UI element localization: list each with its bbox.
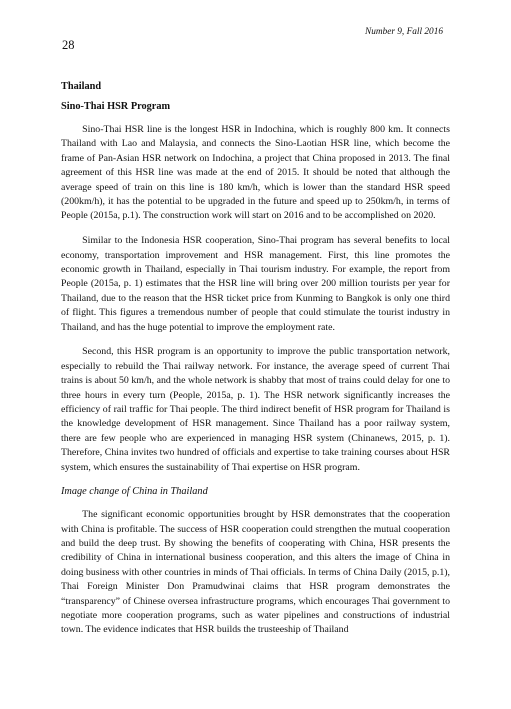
section-title: Thailand — [61, 81, 102, 92]
subsection-title: Sino-Thai HSR Program — [61, 101, 171, 112]
paragraph: Second, this HSR program is an opportunity to improve the public transportation network, especially to rebuild the Thai railway network. For instance, the average speed of current Thai trains is about 50 km/h, and the whole network is shabby that most of trains could delay for one to three hours in every turn (People, 2015a, p. 1). The HSR network significantly increases the efficiency of rail traffic for Thai people. The third indirect benefit of HSR program for Thailand is the knowledge development of HSR management. Since Thailand has a poor railway system, there are few people who are experienced in managing HSR system (Chinanews, 2015, p. 1). Therefore, China invites two hundred of officials and expertise to take training courses about HSR system, which ensures the sustainability of Thai expertise on HSR program. — [61, 346, 450, 473]
paragraph: The significant economic opportunities brought by HSR demonstrates that the cooperation with China is profitable. The success of HSR cooperation could strengthen the mutual cooperation and build the deep trust. By showing the benefits of cooperating with China, HSR presents the credibility of China in international business cooperation, and this alters the image of China in doing business with other countries in minds of Thai officials. In terms of China Daily (2015, p.1), Thai Foreign Minister Don Pramudwinai claims that HSR program demonstrates the “transparency” of Chinese oversea infrastructure programs, which encourages Thai government to negotiate more cooperation programs, such as water pipelines and constructions of industrial town. The evidence indicates that HSR builds the trusteeship of Thailand — [61, 509, 450, 636]
paragraph: Similar to the Indonesia HSR cooperation, Sino-Thai program has several benefits to local economy, transportation improvement and HSR management. First, this line promotes the economic growth in Thailand, especially in Thai tourism industry. For example, the report from People (2015a, p. 1) estimates that the HSR line will bring over 200 million tourists per year for Thailand, due to the reason that the HSR ticket price from Kunming to Bangkok is only one third of flight. This figures a tremendous number of people that could stimulate the tourist industry in Thailand, and has the huge potential to improve the employment rate. — [61, 235, 450, 333]
issue-label: Number 9, Fall 2016 — [365, 27, 443, 37]
article-body — [61, 80, 450, 648]
page-number: 28 — [62, 38, 75, 52]
paragraph: Sino-Thai HSR line is the longest HSR in Indochina, which is roughly 800 km. It connects Thailand with Lao and Malaysia, and connects the Sino-Laotian HSR line, which become the frame of Pan-Asian HSR network on Indochina, a project that China proposed in 2013. The final agreement of this HSR line was made at the end of 2015. It should be noted that although the average speed of train on this line is 180 km/h, which is lower than the standard HSR speed (200km/h), it has the potential to be upgraded in the future and speed up to 250km/h, in terms of People (2015a, p.1). The construction work will start on 2016 and to be accomplished on 2020. — [61, 124, 450, 222]
subsection-title-italic: Image change of China in Thailand — [61, 486, 208, 498]
